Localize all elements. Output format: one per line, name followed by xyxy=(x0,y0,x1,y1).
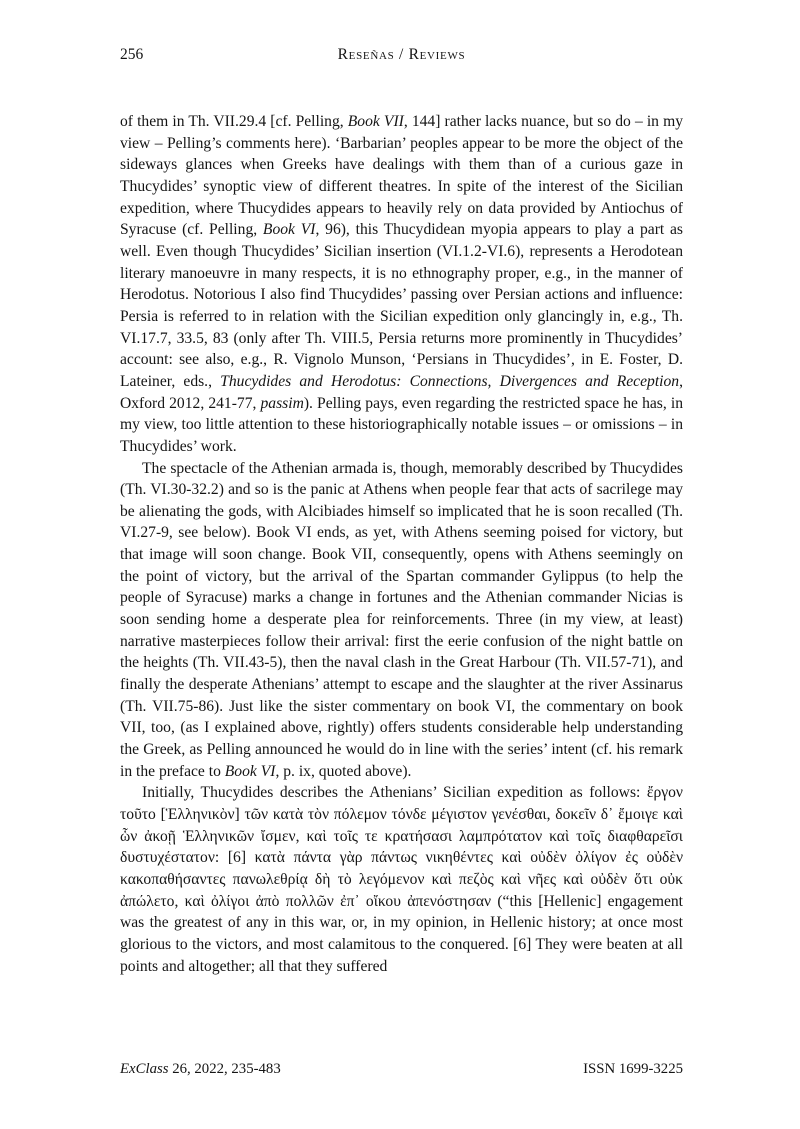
text-segment: Book VI xyxy=(262,221,316,239)
journal-citation xyxy=(120,1061,281,1078)
journal-name: ExClass xyxy=(120,1061,169,1077)
text-segment: , Oxford 2012, 241-77, xyxy=(120,372,683,412)
paragraph xyxy=(120,782,683,977)
page-number: 256 xyxy=(120,46,144,63)
page-footer xyxy=(120,1061,683,1081)
text-segment: , 144] rather lacks nuance, but so do – in my view – Pelling’s comments here). ‘Barbarian’ peoples appear to be more the object of the sideways glances when Greeks have dealings with them than of a curious gaze in Thucydides’ synoptic view of different theatres. In spite of the interest of the Sicilian expedition, where Thucydides appears to heavily rely on data provided by Antiochus of Syracuse (cf. Pelling, xyxy=(120,113,684,239)
text-segment: Thucydides and Herodotus: Connections, Divergences and Reception xyxy=(220,372,680,390)
paragraph xyxy=(120,458,683,783)
text-segment: of them in Th. VII.29.4 [cf. Pelling, xyxy=(120,113,348,130)
text-segment: , 96), this Thucydidean myopia appears to play a part as well. Even though Thucydides’ Sicilian insertion (VI.1.2-VI.6), represents a Herodotean literary manoeuvre in many respects, it is no ethnography proper, e.g., in the manner of Herodotus. Notorious I also find Thucydides’ passing over Persian actions and influence: Persia is referred to in relation with the Sicilian expedition only glancingly in, e.g., Th. VI.17.7, 33.5, 83 (only after Th. VIII.5, Persia returns more prominently in Thucydides’ account: see also, e.g., R. Vignolo Munson, ‘Persians in Thucydides’, in E. Foster, D. Lateiner, eds., xyxy=(120,221,683,390)
paragraph xyxy=(120,111,683,458)
text-segment: passim xyxy=(260,394,304,412)
journal-issue-info: 26, 2022, 235-483 xyxy=(168,1061,281,1077)
text-segment: Book VI xyxy=(224,762,276,780)
text-segment: The spectacle of the Athenian armada is, though, memorably described by Thucydides (Th. VI.30-32.2) and so is the panic at Athens when people fear that acts of sacrilege may be alienating the gods, with Alcibiades himself so implicated that he is soon recalled (Th. VI.27-9, see below). Book VI ends, as yet, with Athens seeming poised for victory, but that image will soon change. Book VII, consequently, opens with Athens seemingly on the point of victory, but the arrival of the Spartan commander Gylippus (to help the people of Syracuse) marks a change in fortunes and the Athenian commander Nicias is soon sending home a desperate plea for reinforcements. Three (in my view, at least) narrative masterpieces follow their arrival: first the eerie confusion of the night battle on the heights (Th. VII.43-5), then the naval clash in the Great Harbour (Th. VII.57-71), and finally the desperate Athenians’ attempt to escape and the slaughter at the river Assinarus (Th. VII.75-86). Just like the sister commentary on book VI, the commentary on book VII, too, (as I explained above, rightly) offers students considerable help understanding the Greek, as Pelling announced he would do in line with the series’ intent (cf. his remark in the preface to xyxy=(120,459,683,780)
body-text xyxy=(120,111,683,977)
text-segment: Book VII xyxy=(347,113,404,130)
running-title: Reseñas / Reviews xyxy=(337,46,466,63)
page-header xyxy=(120,46,683,68)
text-segment: Initially, Thucydides describes the Athenians’ Sicilian expedition as follows: ἔργον τοῦτο [Ἑλληνικὸν] τῶν κατὰ τὸν πόλεμον τόνδε μέγιστον γενέσθαι, δοκεῖν δ᾽ ἔμοιγε καὶ ὧν ἀκοῇ Ἑλληνικῶν ἴσμεν, καὶ τοῖς τε κρατήσασι λαμπρότατον καὶ τοῖς διαφθαρεῖσι δυστυχέστατον: [6] κατὰ πάντα γὰρ πάντως νικηθέντες καὶ οὐδὲν ὀλίγον ἐς οὐδὲν κακοπαθήσαντες πανωλεθρίᾳ δὴ τὸ λεγόμενον καὶ πεζὸς καὶ νῆες καὶ οὐδὲν ὅτι οὐκ ἀπώλετο, καὶ ὀλίγοι ἀπὸ πολλῶν ἐπ᾽ οἴκου ἀπενόστησαν (“this [Hellenic] engagement was the greatest of any in this war, or, in my opinion, in Hellenic history; at once most glorious to the victors, and most calamitous to the conquered. [6] They were beaten at all points and altogether; all that they suffered xyxy=(120,784,683,975)
text-segment: , p. ix, quoted above). xyxy=(275,762,412,780)
text-segment: ). Pelling pays, even regarding the restricted space he has, in my view, too little attention to these historiographically notable issues – or omissions – in Thucydides’ work. xyxy=(120,394,683,455)
issn-label: ISSN 1699-3225 xyxy=(583,1061,683,1077)
